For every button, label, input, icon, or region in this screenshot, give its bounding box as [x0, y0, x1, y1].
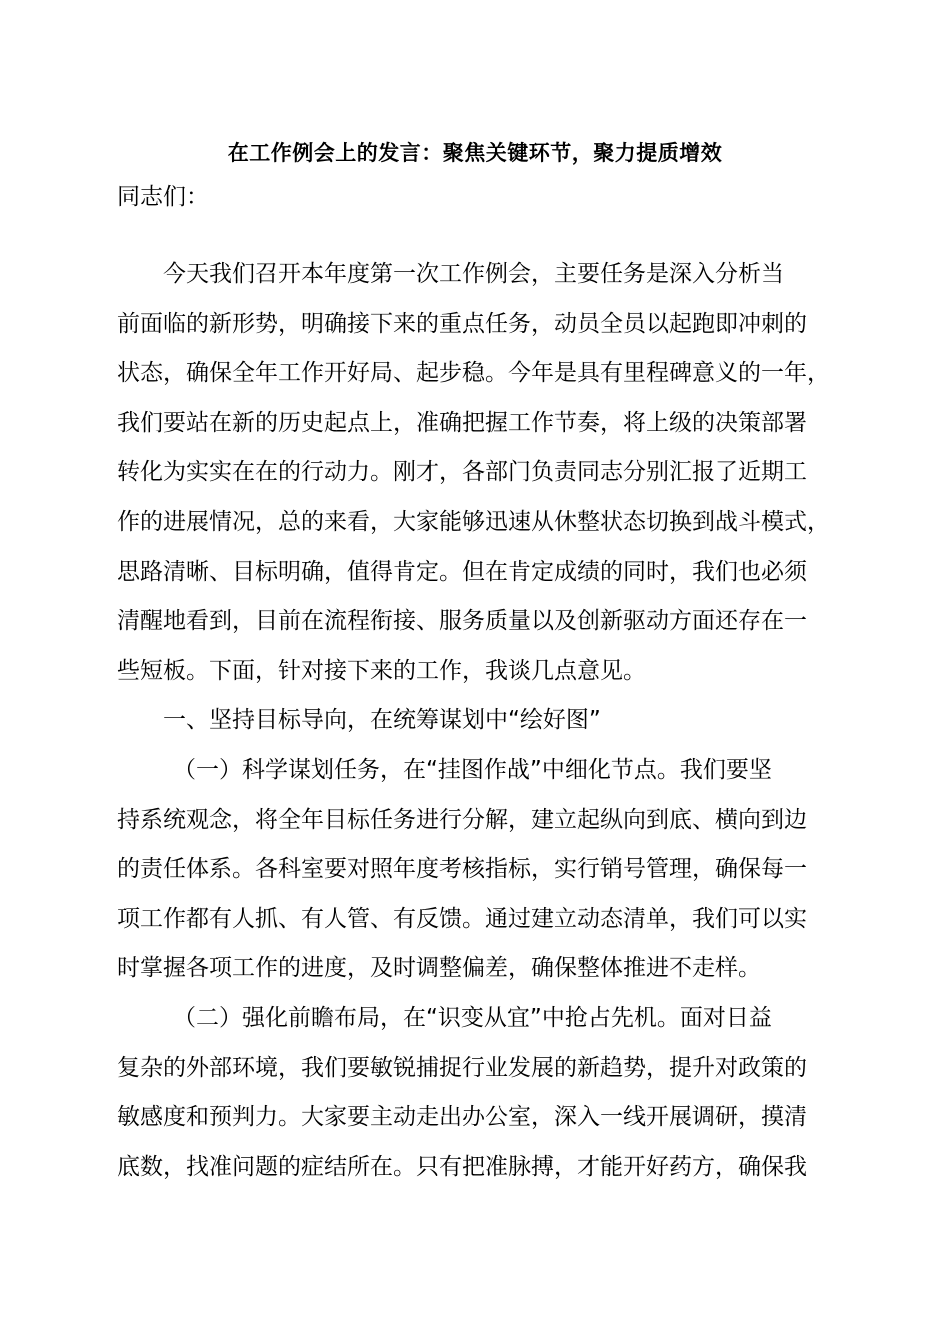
subsection-heading: （一）科学谋划任务，在“挂图作战”中细化节点。我们要坚 — [173, 756, 772, 783]
text-line: 底数，找准问题的症结所在。只有把准脉搏，才能开好药方，确保我 — [117, 1153, 807, 1180]
text-line: 今天我们召开本年度第一次工作例会，主要任务是深入分析当 — [163, 261, 784, 287]
text-line: 思路清晰、目标明确，值得肯定。但在肯定成绩的同时，我们也必须 — [117, 558, 807, 585]
text-line: 前面临的新形势，明确接下来的重点任务，动员全员以起跑即冲刺的 — [117, 310, 807, 337]
text-line: 作的进展情况，总的来看，大家能够迅速从休整状态切换到战斗模式， — [117, 508, 830, 535]
text-line: 些短板。下面，针对接下来的工作，我谈几点意见。 — [117, 657, 646, 684]
text-line: 转化为实实在在的行动力。刚才，各部门负责同志分别汇报了近期工 — [117, 459, 807, 486]
document-body — [117, 250, 837, 1192]
document-title: 在工作例会上的发言：聚焦关键环节，聚力提质增效 — [227, 141, 723, 165]
salutation: 同志们： — [117, 184, 209, 210]
text-line: 复杂的外部环境，我们要敏锐捕捉行业发展的新趋势，提升对政策的 — [117, 1054, 807, 1081]
text-line: 的责任体系。各科室要对照年度考核指标，实行销号管理，确保每一 — [117, 856, 807, 883]
text-line: 我们要站在新的历史起点上，准确把握工作节奏，将上级的决策部署 — [117, 409, 807, 436]
text-line: 清醒地看到，目前在流程衔接、服务质量以及创新驱动方面还存在一 — [117, 608, 807, 635]
text-line: 持系统观念，将全年目标任务进行分解，建立起纵向到底、横向到边 — [117, 806, 807, 833]
text-line: 项工作都有人抓、有人管、有反馈。通过建立动态清单，我们可以实 — [117, 905, 807, 932]
section-heading: 一、坚持目标导向，在统筹谋划中“绘好图” — [163, 707, 601, 734]
text-line: 时掌握各项工作的进度，及时调整偏差，确保整体推进不走样。 — [117, 955, 761, 982]
subsection-heading: （二）强化前瞻布局，在“识变从宜”中抢占先机。面对日益 — [173, 1004, 772, 1031]
text-line: 敏感度和预判力。大家要主动走出办公室，深入一线开展调研，摸清 — [117, 1104, 807, 1131]
text-line: 状态，确保全年工作开好局、起步稳。今年是具有里程碑意义的一年， — [117, 360, 830, 387]
